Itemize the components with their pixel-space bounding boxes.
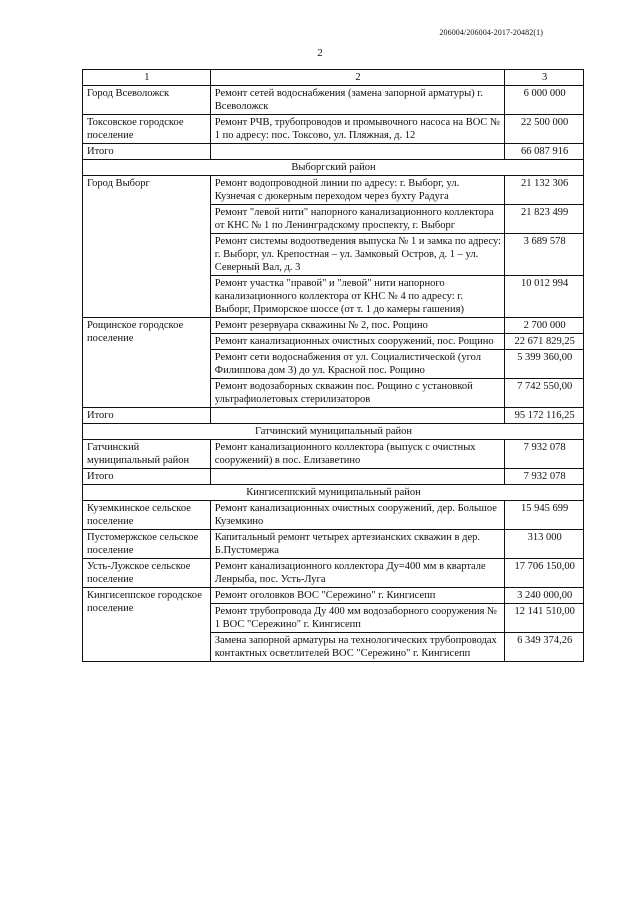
work-description-cell: Замена запорной арматуры на технологических трубопроводах контактных осветлителей ВОС "Сережино" г. Кингисепп xyxy=(210,633,504,662)
total-amount: 95 172 116,25 xyxy=(505,408,584,424)
section-header-row xyxy=(83,485,584,501)
work-description-cell: Капитальный ремонт четырех артезианских скважин в дер. Б.Пустомержа xyxy=(210,530,504,559)
work-description-cell: Ремонт водопроводной линии по адресу: г. Выборг, ул. Кузнечая с дюкерным переходом через бухту Радуга xyxy=(210,176,504,205)
amount-cell: 22 500 000 xyxy=(505,115,584,144)
section-title: Кингисеппский муниципальный район xyxy=(83,485,584,501)
total-label: Итого xyxy=(83,144,211,160)
amount-cell: 22 671 829,25 xyxy=(505,334,584,350)
total-empty-cell xyxy=(210,469,504,485)
amount-cell: 15 945 699 xyxy=(505,501,584,530)
work-description-cell: Ремонт сетей водоснабжения (замена запорной арматуры) г. Всеволожск xyxy=(210,86,504,115)
table-row xyxy=(83,501,584,530)
amount-cell: 21 132 306 xyxy=(505,176,584,205)
work-description-cell: Ремонт трубопровода Ду 400 мм водозаборного сооружения № 1 ВОС "Сережино" г. Кингисепп xyxy=(210,604,504,633)
table-row xyxy=(83,318,584,334)
locality-cell: Токсовское городское поселение xyxy=(83,115,211,144)
amount-cell: 5 399 360,00 xyxy=(505,350,584,379)
table-row xyxy=(83,176,584,205)
work-description-cell: Ремонт оголовков ВОС "Сережино" г. Кингисепп xyxy=(210,588,504,604)
table-row xyxy=(83,86,584,115)
locality-cell: Кингисеппское городское поселение xyxy=(83,588,211,662)
section-header-row xyxy=(83,424,584,440)
total-amount: 7 932 078 xyxy=(505,469,584,485)
amount-cell: 21 823 499 xyxy=(505,205,584,234)
locality-cell: Куземкинское сельское поселение xyxy=(83,501,211,530)
locality-cell: Пустомержское сельское поселение xyxy=(83,530,211,559)
amount-cell: 3 689 578 xyxy=(505,234,584,276)
work-description-cell: Ремонт системы водоотведения выпуска № 1 и замка по адресу: г. Выборг, ул. Крепостная – ул. Замковый Остров, д. 1 – ул. Северный Вал, д. 3 xyxy=(210,234,504,276)
work-description-cell: Ремонт канализационного коллектора (выпуск с очистных сооружений) в пос. Елизаветино xyxy=(210,440,504,469)
total-amount: 66 087 916 xyxy=(505,144,584,160)
amount-cell: 3 240 000,00 xyxy=(505,588,584,604)
total-label: Итого xyxy=(83,469,211,485)
column-header-3: 3 xyxy=(505,70,584,86)
funding-table-body xyxy=(83,70,584,662)
section-title: Гатчинский муниципальный район xyxy=(83,424,584,440)
work-description-cell: Ремонт "левой нити" напорного канализационного коллектора от КНС № 1 по Ленинградскому проспекту, г. Выборг xyxy=(210,205,504,234)
section-header-row xyxy=(83,160,584,176)
amount-cell: 2 700 000 xyxy=(505,318,584,334)
amount-cell: 10 012 994 xyxy=(505,276,584,318)
work-description-cell: Ремонт резервуара скважины № 2, пос. Рощино xyxy=(210,318,504,334)
work-description-cell: Ремонт водозаборных скважин пос. Рощино с установкой ультрафиолетовых стерилизаторов xyxy=(210,379,504,408)
funding-table xyxy=(82,69,584,662)
amount-cell: 12 141 510,00 xyxy=(505,604,584,633)
amount-cell: 17 706 150,00 xyxy=(505,559,584,588)
amount-cell: 6 000 000 xyxy=(505,86,584,115)
locality-cell: Рощинское городское поселение xyxy=(83,318,211,408)
table-row xyxy=(83,530,584,559)
work-description-cell: Ремонт канализационных очистных сооружений, пос. Рощино xyxy=(210,334,504,350)
amount-cell: 7 742 550,00 xyxy=(505,379,584,408)
locality-cell: Гатчинский муниципальный район xyxy=(83,440,211,469)
total-empty-cell xyxy=(210,408,504,424)
table-row xyxy=(83,588,584,604)
table-row xyxy=(83,440,584,469)
page-number: 2 xyxy=(317,47,323,59)
table-row xyxy=(83,115,584,144)
document-id: 206004/206004-2017-20482(1) xyxy=(439,28,543,37)
total-row xyxy=(83,469,584,485)
total-row xyxy=(83,408,584,424)
total-empty-cell xyxy=(210,144,504,160)
work-description-cell: Ремонт канализационных очистных сооружений, дер. Большое Куземкино xyxy=(210,501,504,530)
work-description-cell: Ремонт сети водоснабжения от ул. Социалистической (угол Филиппова дом 3) до ул. Красной пос. Рощино xyxy=(210,350,504,379)
work-description-cell: Ремонт РЧВ, трубопроводов и промывочного насоса на ВОС № 1 по адресу: пос. Токсово, ул. Пляжная, д. 12 xyxy=(210,115,504,144)
column-header-1: 1 xyxy=(83,70,211,86)
locality-cell: Усть-Лужское сельское поселение xyxy=(83,559,211,588)
work-description-cell: Ремонт канализационного коллектора Ду=400 мм в квартале Ленрыба, пос. Усть-Луга xyxy=(210,559,504,588)
amount-cell: 6 349 374,26 xyxy=(505,633,584,662)
column-header-2: 2 xyxy=(210,70,504,86)
total-row xyxy=(83,144,584,160)
table-row xyxy=(83,559,584,588)
section-title: Выборгский район xyxy=(83,160,584,176)
work-description-cell: Ремонт участка "правой" и "левой" нити напорного канализационного коллектора от КНС № 4 по адресу: г. Выборг, Приморское шоссе (от т. 1 до камеры гашения) xyxy=(210,276,504,318)
locality-cell: Город Всеволожск xyxy=(83,86,211,115)
total-label: Итого xyxy=(83,408,211,424)
amount-cell: 7 932 078 xyxy=(505,440,584,469)
locality-cell: Город Выборг xyxy=(83,176,211,318)
amount-cell: 313 000 xyxy=(505,530,584,559)
table-header-row xyxy=(83,70,584,86)
